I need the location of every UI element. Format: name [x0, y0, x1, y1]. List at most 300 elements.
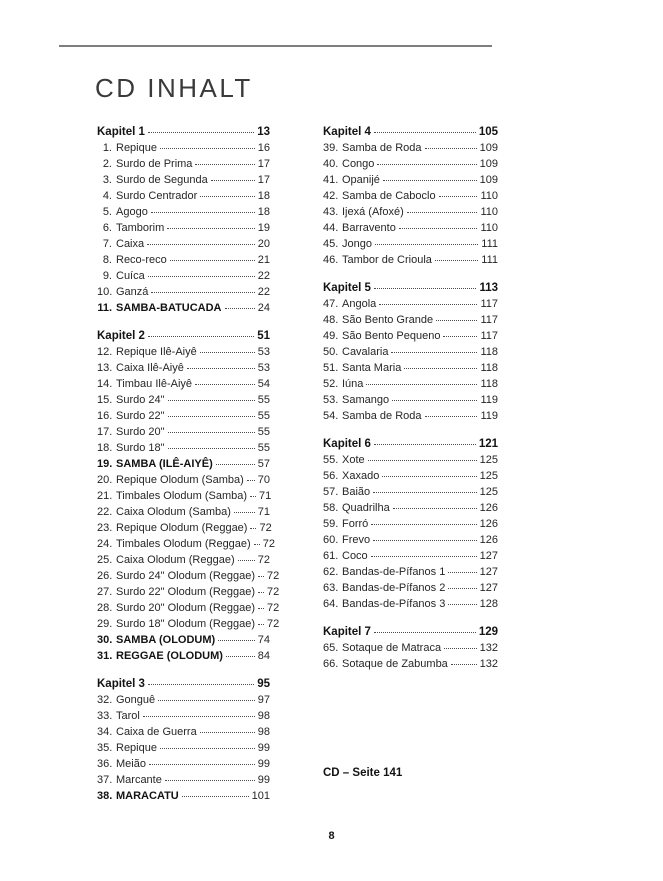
- entry-number: 59.: [323, 518, 339, 530]
- entry-title: Repique Olodum (Reggae): [116, 522, 248, 534]
- dot-leader: [148, 336, 254, 337]
- toc-entry: [97, 536, 275, 552]
- toc-entry: [97, 740, 270, 756]
- entry-number: 57.: [323, 486, 339, 498]
- entry-title: MARACATU: [116, 790, 179, 802]
- entry-number: 11.: [97, 302, 112, 314]
- entry-page-number: 125: [479, 470, 498, 482]
- entry-title: Tarol: [116, 710, 140, 722]
- entry-page-number: 17: [257, 174, 270, 186]
- toc-entry: [97, 360, 270, 376]
- toc-entry: [97, 204, 270, 220]
- entry-page-number: 72: [262, 538, 275, 550]
- toc-section-kapitel-1: [97, 124, 270, 316]
- chapter-page-number: 113: [479, 282, 498, 294]
- dot-leader: [425, 416, 478, 417]
- entry-title: Repique: [116, 742, 157, 754]
- dot-leader: [168, 400, 255, 401]
- dot-leader: [254, 544, 260, 545]
- entry-title: Bandas-de-Pífanos 1: [342, 566, 446, 578]
- entry-title: Barravento: [342, 222, 396, 234]
- dot-leader: [366, 384, 477, 385]
- entry-page-number: 109: [479, 158, 498, 170]
- toc-entry: [97, 344, 270, 360]
- top-rule: [59, 45, 492, 47]
- entry-title: Samba de Caboclo: [342, 190, 436, 202]
- entry-page-number: 55: [257, 426, 270, 438]
- toc-entry: [97, 724, 270, 740]
- toc-entry: [323, 360, 498, 376]
- entry-number: 16.: [97, 410, 113, 422]
- entry-number: 12.: [97, 346, 113, 358]
- entry-title: Caixa de Guerra: [116, 726, 197, 738]
- entry-page-number: 72: [267, 570, 280, 582]
- entry-title: SAMBA-BATUCADA: [116, 302, 222, 314]
- toc-entry: [97, 552, 270, 568]
- chapter-page-number: 121: [478, 438, 498, 450]
- entry-page-number: 132: [479, 658, 498, 670]
- dot-leader: [377, 164, 476, 165]
- dot-leader: [211, 180, 255, 181]
- toc-entry: [97, 236, 270, 252]
- toc-entry: [97, 788, 270, 804]
- entry-page-number: 111: [481, 238, 498, 250]
- entry-title: Angola: [342, 298, 377, 310]
- toc-columns: [97, 124, 498, 804]
- entry-page-number: 72: [259, 522, 272, 534]
- entry-page-number: 53: [257, 346, 270, 358]
- entry-number: 10.: [97, 286, 113, 298]
- toc-entry: [97, 692, 270, 708]
- dot-leader: [374, 632, 476, 633]
- entry-number: 38.: [97, 790, 113, 802]
- entry-number: 50.: [323, 346, 339, 358]
- toc-column-2: [323, 124, 498, 804]
- entry-title: Timbales Olodum (Samba): [116, 490, 248, 502]
- entry-page-number: 70: [257, 474, 270, 486]
- entry-number: 30.: [97, 634, 113, 646]
- dot-leader: [151, 292, 254, 293]
- entry-page-number: 24: [257, 302, 270, 314]
- dot-leader: [404, 368, 477, 369]
- entry-title: Repique Ilê-Aiyê: [116, 346, 197, 358]
- dot-leader: [200, 352, 255, 353]
- entry-title: Samba de Roda: [342, 142, 422, 154]
- entry-number: 25.: [97, 554, 113, 566]
- entry-page-number: 110: [480, 190, 498, 202]
- entry-title: Coco: [342, 550, 368, 562]
- dot-leader: [374, 288, 477, 289]
- entry-title: Surdo 18" Olodum (Reggae): [116, 618, 256, 630]
- entry-page-number: 57: [257, 458, 270, 470]
- dot-leader: [258, 592, 264, 593]
- entry-page-number: 118: [480, 362, 498, 374]
- entry-page-number: 71: [259, 490, 272, 502]
- dot-leader: [247, 480, 255, 481]
- entry-page-number: 22: [257, 270, 270, 282]
- dot-leader: [234, 512, 255, 513]
- entry-title: Frevo: [342, 534, 371, 546]
- entry-page-number: 125: [479, 454, 498, 466]
- dot-leader: [226, 656, 255, 657]
- entry-title: Iúna: [342, 378, 364, 390]
- toc-entry: [97, 584, 280, 600]
- entry-title: Repique: [116, 142, 157, 154]
- entry-page-number: 54: [257, 378, 270, 390]
- chapter-heading-kapitel-7: [323, 624, 498, 640]
- entry-page-number: 84: [257, 650, 270, 662]
- entry-number: 18.: [97, 442, 113, 454]
- entry-page-number: 98: [257, 726, 270, 738]
- entry-number: 48.: [323, 314, 339, 326]
- entry-page-number: 21: [257, 254, 270, 266]
- entry-title: Sotaque de Zabumba: [342, 658, 448, 670]
- entry-number: 15.: [97, 394, 113, 406]
- entry-number: 13.: [97, 362, 113, 374]
- toc-entry: [97, 520, 270, 536]
- dot-leader: [160, 748, 255, 749]
- dot-leader: [393, 508, 477, 509]
- dot-leader: [158, 700, 255, 701]
- dot-leader: [216, 464, 255, 465]
- toc-entry: [97, 568, 280, 584]
- entry-number: 35.: [97, 742, 113, 754]
- entry-number: 61.: [323, 550, 339, 562]
- dot-leader: [148, 684, 254, 685]
- entry-number: 66.: [323, 658, 339, 670]
- entry-number: 14.: [97, 378, 113, 390]
- toc-entry: [323, 344, 498, 360]
- dot-leader: [160, 148, 255, 149]
- entry-page-number: 126: [479, 534, 498, 546]
- toc-entry: [323, 564, 498, 580]
- dot-leader: [250, 496, 256, 497]
- entry-title: Surdo 24": [116, 394, 165, 406]
- entry-page-number: 98: [257, 710, 270, 722]
- entry-page-number: 18: [257, 206, 270, 218]
- toc-entry: [323, 236, 498, 252]
- entry-title: Jongo: [342, 238, 372, 250]
- entry-page-number: 119: [480, 410, 498, 422]
- dot-leader: [168, 448, 255, 449]
- entry-page-number: 118: [480, 378, 498, 390]
- chapter-heading-kapitel-5: [323, 280, 498, 296]
- toc-entry: [323, 580, 498, 596]
- toc-entry: [97, 376, 270, 392]
- dot-leader: [258, 608, 264, 609]
- toc-entry: [97, 648, 270, 664]
- toc-entry: [323, 516, 498, 532]
- entry-title: Caixa Olodum (Samba): [116, 506, 231, 518]
- dot-leader: [195, 164, 254, 165]
- entry-number: 23.: [97, 522, 113, 534]
- entry-number: 41.: [323, 174, 339, 186]
- entry-number: 55.: [323, 454, 339, 466]
- toc-entry: [323, 328, 498, 344]
- entry-page-number: 117: [480, 314, 498, 326]
- entry-title: Baião: [342, 486, 371, 498]
- entry-page-number: 126: [479, 502, 498, 514]
- dot-leader: [143, 716, 255, 717]
- dot-leader: [149, 764, 255, 765]
- entry-page-number: 118: [480, 346, 498, 358]
- entry-number: 7.: [102, 238, 112, 250]
- toc-entry: [323, 452, 498, 468]
- entry-number: 17.: [97, 426, 113, 438]
- entry-number: 56.: [323, 470, 339, 482]
- entry-page-number: 126: [479, 518, 498, 530]
- entry-number: 20.: [97, 474, 113, 486]
- entry-page-number: 22: [257, 286, 270, 298]
- entry-title: Cuíca: [116, 270, 145, 282]
- toc-entry: [323, 252, 498, 268]
- toc-entry: [323, 172, 498, 188]
- dot-leader: [368, 460, 477, 461]
- dot-leader: [151, 212, 255, 213]
- entry-title: Marcante: [116, 774, 162, 786]
- entry-number: 46.: [323, 254, 339, 266]
- entry-title: SAMBA (OLODUM): [116, 634, 216, 646]
- entry-title: Opanijé: [342, 174, 380, 186]
- toc-entry: [323, 220, 498, 236]
- toc-section-kapitel-3: [97, 676, 270, 804]
- toc-entry: [97, 488, 270, 504]
- entry-title: Surdo 22": [116, 410, 165, 422]
- toc-entry: [97, 188, 270, 204]
- entry-number: 6.: [102, 222, 112, 234]
- entry-title: Xaxado: [342, 470, 380, 482]
- entry-page-number: 110: [480, 222, 498, 234]
- page-title: CD INHALT: [95, 73, 253, 104]
- toc-section-kapitel-7: [323, 624, 498, 672]
- toc-entry: [97, 252, 270, 268]
- entry-title: Samba de Roda: [342, 410, 422, 422]
- entry-page-number: 72: [267, 618, 280, 630]
- toc-entry: [323, 392, 498, 408]
- dot-leader: [148, 132, 254, 133]
- entry-title: Ijexá (Afoxé): [342, 206, 404, 218]
- chapter-page-number: 95: [257, 678, 270, 690]
- entry-number: 4.: [102, 190, 112, 202]
- entry-title: Surdo de Prima: [116, 158, 193, 170]
- toc-entry: [323, 312, 498, 328]
- dot-leader: [399, 228, 478, 229]
- dot-leader: [435, 260, 478, 261]
- entry-page-number: 99: [257, 742, 270, 754]
- dot-leader: [436, 320, 477, 321]
- toc-entry: [97, 772, 270, 788]
- entry-page-number: 99: [257, 774, 270, 786]
- entry-number: 9.: [102, 270, 112, 282]
- entry-number: 42.: [323, 190, 339, 202]
- toc-entry: [97, 408, 270, 424]
- dot-leader: [379, 304, 477, 305]
- dot-leader: [225, 308, 255, 309]
- chapter-heading-label: Kapitel 6: [323, 438, 371, 450]
- entry-number: 52.: [323, 378, 339, 390]
- entry-title: Xote: [342, 454, 365, 466]
- entry-number: 65.: [323, 642, 339, 654]
- toc-entry: [323, 188, 498, 204]
- toc-entry: [97, 708, 270, 724]
- chapter-heading-label: Kapitel 7: [323, 626, 371, 638]
- entry-page-number: 117: [480, 330, 498, 342]
- chapter-heading-kapitel-2: [97, 328, 270, 344]
- entry-page-number: 16: [257, 142, 270, 154]
- dot-leader: [200, 196, 254, 197]
- toc-entry: [323, 140, 498, 156]
- dot-leader: [371, 556, 477, 557]
- entry-title: Agogo: [116, 206, 148, 218]
- entry-title: Surdo Centrador: [116, 190, 198, 202]
- toc-entry: [323, 296, 498, 312]
- entry-page-number: 101: [251, 790, 270, 802]
- chapter-page-number: 51: [257, 330, 270, 342]
- entry-title: São Bento Grande: [342, 314, 434, 326]
- chapter-heading-label: Kapitel 2: [97, 330, 145, 342]
- toc-entry: [323, 532, 498, 548]
- entry-page-number: 19: [257, 222, 270, 234]
- entry-number: 29.: [97, 618, 113, 630]
- entry-page-number: 125: [479, 486, 498, 498]
- entry-title: Caixa Ilê-Aiyê: [116, 362, 184, 374]
- entry-title: SAMBA (ILÊ-AIYÊ): [116, 458, 213, 470]
- dot-leader: [391, 352, 477, 353]
- entry-title: Reco-reco: [116, 254, 167, 266]
- entry-title: Repique Olodum (Samba): [116, 474, 244, 486]
- entry-page-number: 71: [257, 506, 270, 518]
- entry-title: Surdo 20" Olodum (Reggae): [116, 602, 256, 614]
- chapter-page-number: 105: [478, 126, 498, 138]
- entry-number: 60.: [323, 534, 339, 546]
- entry-page-number: 109: [479, 142, 498, 154]
- chapter-heading-kapitel-4: [323, 124, 498, 140]
- entry-title: Meião: [116, 758, 146, 770]
- entry-number: 19.: [97, 458, 113, 470]
- entry-page-number: 55: [257, 410, 270, 422]
- dot-leader: [448, 604, 476, 605]
- entry-page-number: 97: [257, 694, 270, 706]
- entry-number: 31.: [97, 650, 113, 662]
- entry-number: 33.: [97, 710, 113, 722]
- dot-leader: [448, 572, 476, 573]
- dot-leader: [200, 732, 255, 733]
- dot-leader: [407, 212, 478, 213]
- dot-leader: [168, 432, 255, 433]
- toc-entry: [323, 204, 498, 220]
- dot-leader: [371, 524, 476, 525]
- cd-seite-note: CD – Seite 141: [323, 767, 403, 779]
- toc-entry: [97, 300, 270, 316]
- entry-page-number: 110: [480, 206, 498, 218]
- dot-leader: [148, 276, 255, 277]
- entry-title: Bandas-de-Pífanos 3: [342, 598, 446, 610]
- entry-title: REGGAE (OLODUM): [116, 650, 223, 662]
- toc-entry: [97, 600, 280, 616]
- dot-leader: [382, 476, 476, 477]
- dot-leader: [383, 180, 477, 181]
- entry-page-number: 72: [267, 586, 280, 598]
- entry-title: Gonguê: [116, 694, 156, 706]
- dot-leader: [258, 576, 264, 577]
- dot-leader: [373, 492, 477, 493]
- entry-title: Timbales Olodum (Reggae): [116, 538, 251, 550]
- dot-leader: [218, 640, 255, 641]
- entry-title: Caixa: [116, 238, 145, 250]
- entry-page-number: 127: [479, 566, 498, 578]
- dot-leader: [147, 244, 255, 245]
- entry-title: Surdo 24" Olodum (Reggae): [116, 570, 256, 582]
- entry-page-number: 55: [257, 394, 270, 406]
- toc-entry: [323, 656, 498, 672]
- entry-number: 51.: [323, 362, 339, 374]
- toc-entry: [97, 440, 270, 456]
- toc-entry: [323, 156, 498, 172]
- toc-entry: [323, 468, 498, 484]
- dot-leader: [373, 540, 477, 541]
- entry-number: 26.: [97, 570, 113, 582]
- dot-leader: [168, 416, 255, 417]
- chapter-heading-label: Kapitel 1: [97, 126, 145, 138]
- entry-page-number: 99: [257, 758, 270, 770]
- toc-section-kapitel-6: [323, 436, 498, 612]
- entry-title: Cavalaria: [342, 346, 389, 358]
- entry-number: 3.: [102, 174, 112, 186]
- toc-entry: [97, 756, 270, 772]
- entry-title: Timbau Ilê-Aiyê: [116, 378, 193, 390]
- toc-entry: [97, 456, 270, 472]
- dot-leader: [238, 560, 255, 561]
- entry-number: 49.: [323, 330, 339, 342]
- chapter-heading-label: Kapitel 4: [323, 126, 371, 138]
- folio-page-number: 8: [328, 830, 335, 842]
- toc-entry: [97, 504, 270, 520]
- entry-number: 62.: [323, 566, 339, 578]
- dot-leader: [258, 624, 264, 625]
- entry-number: 5.: [102, 206, 112, 218]
- entry-number: 58.: [323, 502, 339, 514]
- entry-title: Caixa Olodum (Reggae): [116, 554, 235, 566]
- entry-title: Surdo 22" Olodum (Reggae): [116, 586, 256, 598]
- entry-title: Bandas-de-Pífanos 2: [342, 582, 446, 594]
- chapter-heading-label: Kapitel 5: [323, 282, 371, 294]
- entry-number: 2.: [102, 158, 112, 170]
- entry-number: 34.: [97, 726, 113, 738]
- entry-number: 8.: [102, 254, 112, 266]
- entry-number: 44.: [323, 222, 339, 234]
- toc-entry: [323, 596, 498, 612]
- entry-title: São Bento Pequeno: [342, 330, 441, 342]
- entry-page-number: 111: [481, 254, 498, 266]
- entry-title: Surdo 20": [116, 426, 165, 438]
- toc-entry: [97, 268, 270, 284]
- entry-title: Santa Maria: [342, 362, 402, 374]
- entry-number: 54.: [323, 410, 339, 422]
- dot-leader: [187, 368, 255, 369]
- entry-number: 28.: [97, 602, 113, 614]
- dot-leader: [170, 260, 255, 261]
- entry-number: 53.: [323, 394, 339, 406]
- dot-leader: [448, 588, 476, 589]
- toc-entry: [97, 392, 270, 408]
- chapter-heading-kapitel-1: [97, 124, 270, 140]
- entry-page-number: 18: [257, 190, 270, 202]
- dot-leader: [444, 648, 477, 649]
- toc-entry: [323, 484, 498, 500]
- entry-number: 39.: [323, 142, 339, 154]
- toc-column-1: [97, 124, 280, 804]
- toc-entry: [97, 616, 280, 632]
